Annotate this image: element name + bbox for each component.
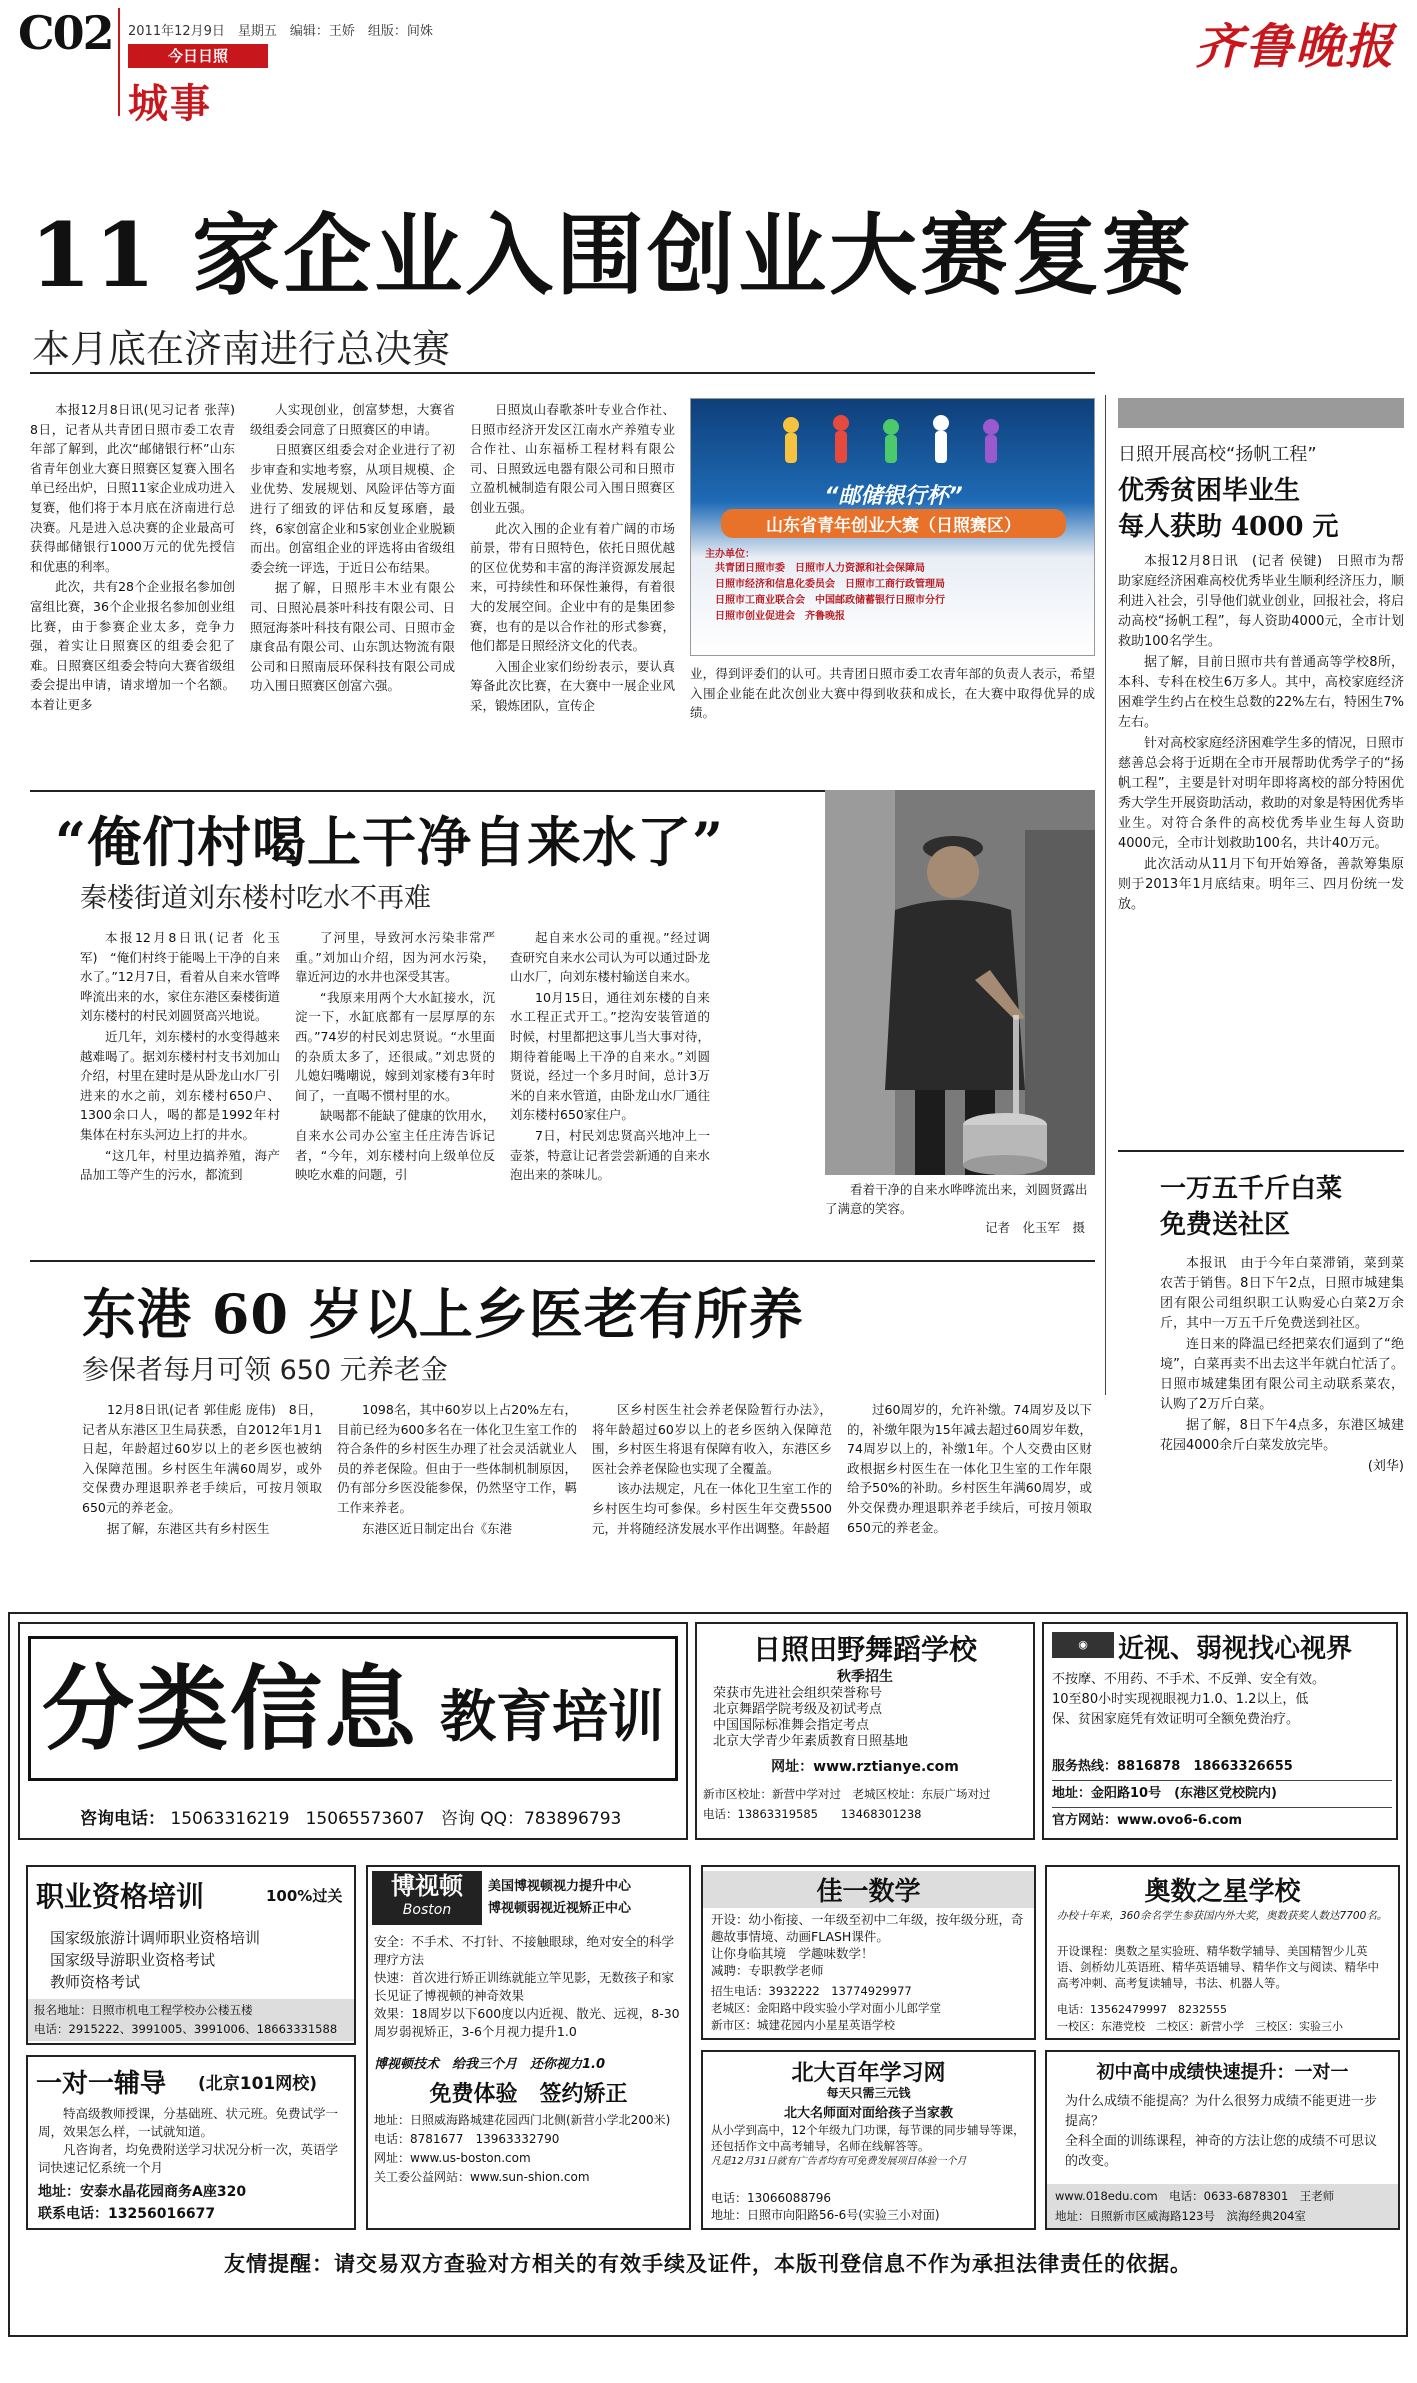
sidebar-divider	[1105, 395, 1106, 1395]
ad-title: 佳一数学	[703, 1871, 1034, 1908]
ad-lines	[711, 2122, 1029, 2170]
ad-line: 全科全面的训练课程，神奇的方法让您的成绩不可思议的改变。	[1065, 2134, 1378, 2169]
ad-line: 北京舞蹈学院考级及初试考点	[713, 1702, 883, 1717]
ad-subtitle: 秋季招生	[837, 1669, 893, 1685]
page-number: C02	[18, 6, 113, 60]
ad-tag: 100%过关	[266, 1887, 343, 1905]
sidebar-2-byline: (刘华)	[1367, 1459, 1404, 1474]
ad-phone: 电话：13863319585 13468301238	[703, 1807, 922, 1821]
paragraph: 据了解，日照彤丰木业有限公司、日照沁晨茶叶科技有限公司、日照冠海茶叶科技有限公司、日照市金康食品有限公司、山东凯达物流有限公司和日照南辰环保科技有限公司成功入围日照赛区创富六强。	[250, 580, 455, 694]
article-2-subheadline: 秦楼街道刘东楼村吃水不再难	[80, 883, 431, 914]
article-2-col-1	[80, 928, 280, 1273]
paragraph: 缺喝都不能缺了健康的饮用水，自来水公司办公室主任庄涛告诉记者，“今年，刘东楼村向上级单位反映吃水难的问题，引	[295, 1108, 496, 1183]
organizer-line: 日照市工商业联合会 中国邮政储蓄银行日照市分行	[715, 595, 945, 606]
ad-contact	[1047, 2184, 1398, 2228]
organizer-line: 共青团日照市委 日照市人力资源和社会保障局	[715, 563, 925, 574]
ad-contact	[374, 2111, 684, 2187]
ad-lines	[713, 1686, 1023, 1750]
article-2-photo-caption	[825, 1180, 1095, 1237]
sidebar-1-title-line-2: 每人获助 4000 元	[1118, 512, 1339, 542]
ad-contact	[38, 2181, 354, 2225]
paragraph: 该办法规定，凡在一体化卫生室工作的乡村医生均可参保。乡村医生年交费5500元，并将随经济发展水平作出调整。年龄超	[592, 1481, 832, 1536]
ad-line: 减聘：专职教学老师	[711, 1963, 824, 1978]
ad-phone: 电话：2915222、3991005、3991006、18663331588	[34, 2022, 338, 2036]
ad-website: 官方网站：www.ovo6-6.com	[1052, 1813, 1243, 1828]
ad-contact	[711, 2190, 1029, 2224]
ad-title: 博视顿	[391, 1872, 463, 1900]
article-3-col-1	[82, 1400, 322, 1585]
ad-one-on-one	[26, 2055, 356, 2230]
paragraph: 10月15日，通往刘东楼的自来水工程正式开工。”挖沟安装管道的时候，村里都把这事儿当大事对待，期待着能喝上干净的自来水。”刘圆贤说，经过一个多月时间，总计3万米的自来水管道，由卧龙山水厂通往刘东楼村650家住户。	[510, 989, 711, 1123]
paragraph: 针对高校家庭经济困难学生多的情况，日照市慈善总会将于近期在全市开展帮助优秀学子的“扬帆工程”，主要是针对明年即将离校的部分特困优秀大学生开展资助活动，救助的对象是特困优秀毕业生。对符合条件的高校优秀毕业生每人资助4000元，全市计划救助100名，共计40万元。	[1118, 736, 1405, 851]
paragraph: 据了解，目前日照市共有普通高等学校8所，本科、专科在校生6万多人。其中，高校家庭经济困难学生约占在校生总数的22%左右，特困生7%左右。	[1118, 655, 1404, 730]
paragraph: 1098名，其中60岁以上占20%左右，目前已经为600多名在一体化卫生室工作的符合条件的乡村医生办理了社会灵活就业人员的养老保险。但由于一些体制机制原因，仍有部分乡医没能参保，仍然坚守工作，羁工作来养老。	[337, 1402, 577, 1515]
paragraph: “我原来用两个大水缸接水，沉淀一下，水缸底都有一层厚厚的东西。”74岁的村民刘忠贤说。“水里面的杂质太多了，还很咸。”刘忠贤的儿媳妇嘴嘲说，嫁到刘家楼有3年时间了，一直喝不惯村里的水。	[295, 989, 495, 1103]
paragraph: 12月8日讯(记者 郭佳彪 庞伟) 8日，记者从东港区卫生局获悉，自2012年1月1日起，年龄超过60岁以上的老乡医也被纳入保障范围。乡村医生年满60周岁，或外交保费办理退职养老手续后，可按月领取650元的养老金。	[82, 1402, 322, 1515]
banner-qq: 咨询 QQ：783896793	[440, 1809, 622, 1829]
poster-organizers-label: 主办单位：	[705, 549, 755, 560]
ad-phone: 服务热线：8816878 18663326655	[1052, 1754, 1392, 1781]
ad-line: 国家级旅游计调师职业资格培训	[50, 1929, 261, 1947]
ad-vision-center	[1042, 1622, 1398, 1840]
section-title: 城事	[128, 80, 212, 127]
article-3-rule	[30, 1260, 1095, 1262]
ad-line: 10至80小时实现视眼视力1.0、1.2以上，低	[1052, 1692, 1309, 1707]
paragraph: 近几年，刘东楼村的水变得越来越难喝了。据刘东楼村村支书刘加山介绍，村里在建时是从卧龙山水厂引进来的水之前，刘东楼村650户、1300余口人，喝的都是1992年村集体在村东头河边上打的井水。	[80, 1028, 281, 1142]
ad-phone: 招生电话：3932222 13774929977	[711, 1984, 912, 1998]
ad-lines	[1065, 2092, 1381, 2172]
organizer-line: 日照市创业促进会 齐鲁晚报	[715, 611, 845, 622]
paragraph: 本报12月8日讯(见习记者 张萍) 8日，记者从共青团日照市委工农青年部了解到，此次“邮储银行杯”山东省青年创业大赛日照赛区复赛入围名单已经出炉，日照11家企业成功进入复赛，他们将于本月底在济南进行总决赛。凡是进入总决赛的企业最高可获得邮储银行1000万元的优先授信和优惠的利率。	[30, 402, 248, 574]
article-2-col-2	[295, 928, 495, 1273]
banner-sub-title: 教育培训	[440, 1684, 664, 1750]
sidebar-2-title-line-1: 一万五千斤白菜	[1160, 1174, 1343, 1204]
ad-lines	[50, 1927, 350, 1993]
ad-free-trial: 免费体验 签约矫正	[429, 2081, 628, 2107]
ad-lines	[1057, 1943, 1389, 1991]
ad-line: 为什么成绩不能提高？为什么很努力成绩不能更进一步提高？	[1065, 2094, 1378, 2129]
sidebar-1-title-line-1: 优秀贫困毕业生	[1118, 476, 1301, 506]
ad-contact	[1057, 2001, 1389, 2035]
article-2-col-3	[510, 928, 710, 1273]
banner-phone-2: 15065573607	[305, 1809, 425, 1829]
ad-tag-2: 博视顿弱视近视矫正中心	[488, 1901, 632, 1916]
ad-contact	[711, 1983, 1029, 2034]
ad-phone: 联系电话：13256016677	[38, 2206, 216, 2222]
ad-jiayi-math	[701, 1865, 1036, 2040]
photo-credit: 记者 化玉军 摄	[984, 1220, 1085, 1235]
paragraph: 日照岚山春歌茶叶专业合作社、日照市经济开发区江南水产养殖专业合作社、山东福桥工程材料有限公司、日照致远电器有限公司和日照市立盈机械制造有限公司入围日照赛区创业五强。	[470, 402, 675, 515]
article-1-rule	[30, 372, 1095, 374]
ad-address: 地址：日照威海路城建花园西门北侧(新营小学北200米)	[374, 2113, 671, 2127]
paragraph: 区乡村医生社会养老保险暂行办法》，将年龄超过60岁以上的老乡医纳入保障范围，乡村医生将退有保障有收入，东港区乡医社会养老保险也实现了全覆盖。	[592, 1402, 832, 1476]
ad-phone: 电话：13562479997 8232555	[1057, 2003, 1227, 2016]
ad-contact	[1052, 1754, 1392, 1834]
article-1-headline: 11 家企业入围创业大赛复赛	[30, 203, 1194, 307]
paragraph: 了河里，导致河水污染非常严重。”刘加山介绍，因为河水污染，靠近河边的水井也深受其害。	[295, 930, 495, 985]
ad-line: 荣获市先进社会组织荣誉称号	[713, 1686, 883, 1701]
sidebar-1-kicker: 日照开展高校“扬帆工程”	[1118, 444, 1317, 465]
paragraph: “这几年，村里边搞养殖，海产品加工等产生的污水，都流到	[80, 1147, 280, 1183]
ad-line: 北京大学青少年素质教育日照基地	[713, 1734, 909, 1749]
ad-line: 让你身临其境 学趣味数学！	[711, 1946, 874, 1961]
ad-tag-1: 美国博视顿视力提升中心	[488, 1879, 632, 1894]
ad-phone: 电话：8781677 13963332790	[374, 2132, 560, 2146]
legal-notice: 友情提醒：请交易双方查验对方相关的有效手续及证件，本版刊登信息不作为承担法律责任的依据。	[224, 2252, 1192, 2276]
article-1-col-4	[690, 664, 1095, 784]
ad-address: 新市区校址：新营中学对过 老城区校址：东辰广场对过	[703, 1787, 991, 1801]
ad-olympiad-school	[1045, 1865, 1400, 2040]
ad-line: 凡是12月31日就有广告者均有可免费发展项目体验一个月	[711, 2156, 967, 2167]
boston-logo	[372, 1871, 482, 1925]
ad-contact	[703, 1784, 1029, 1824]
ad-website: 网址：www.rztianye.com	[771, 1759, 959, 1775]
ad-address: 地址：日照市向阳路56-6号(实验三小对面)	[711, 2208, 940, 2222]
paragraph: 日照赛区组委会对企业进行了初步审查和实地考察，从项目规模、企业优势、发展规划、风险评估等方面进行了细致的评估和反复琢磨，最终，6家创富企业和5家创业企业脱颖而出。创富组企业的评选将由省级组委会统一评选，于近日公布结果。	[250, 442, 455, 575]
ad-headline-line: 北大名师面对面给孩子当家教	[783, 2106, 953, 2121]
contest-poster	[690, 398, 1095, 656]
sidebar-1-body	[1118, 552, 1404, 1132]
ad-dance-school	[695, 1622, 1035, 1840]
ad-address: 地址：日照新市区威海路123号 滨海经典204室	[1055, 2209, 1306, 2223]
ad-title-en: Boston	[402, 1902, 452, 1918]
vision-logo-icon: ◉	[1052, 1632, 1114, 1658]
ad-lines	[1052, 1670, 1392, 1730]
ad-website: www.018edu.com 电话：0633-6878301 王老师	[1055, 2189, 1335, 2203]
article-1-col-2	[250, 400, 455, 785]
ad-address: 地址：安泰水晶花园商务A座320	[38, 2184, 247, 2200]
edition-badge: 今日日照	[128, 44, 268, 68]
article-1-subheadline: 本月底在济南进行总决赛	[32, 327, 451, 371]
paragraph: 连日来的降温已经把菜农们逼到了“绝境”，白菜再卖不出去这半年就白忙活了。日照市城建集团有限公司主动联系菜农，认购了2万斤白菜。	[1160, 1337, 1404, 1412]
classified-banner	[18, 1622, 688, 1840]
ad-line: 中国国际标准舞会指定考点	[713, 1718, 870, 1733]
ad-phone: 电话：13066088796	[711, 2191, 831, 2205]
ad-boston-vision	[366, 1865, 691, 2230]
sidebar-2-body	[1160, 1254, 1404, 1554]
paragraph: 人实现创业，创富梦想，大赛省级组委会同意了日照赛区的申请。	[250, 402, 455, 437]
article-1-col-3	[470, 400, 675, 785]
ad-line: 效果：18周岁以下600度以内近视、散光、远视，8-30周岁弱视矫正，3-6个月视力提升1.0	[374, 2006, 680, 2039]
ad-peking-learning	[701, 2050, 1036, 2230]
paragraph: 起自来水公司的重视。”经过调查研究自来水公司认为可以通过卧龙山水厂，向刘东楼村输送自来水。	[510, 930, 711, 985]
paragraph: 据了解，8日下午4点多，东港区城建花园4000余斤白菜发放完毕。	[1160, 1418, 1404, 1453]
ad-address: 地址：金阳路10号 (东港区党校院内)	[1052, 1781, 1392, 1808]
ad-subtitle: (北京101网校)	[198, 2074, 318, 2094]
ad-line: 凡咨询者，均免费附送学习状况分析一次，英语学词快速记忆系统一个月	[38, 2142, 339, 2175]
ad-line: 不按摩、不用药、不手术、不反弹、安全有效。	[1052, 1672, 1326, 1687]
ad-line: 教师资格考试	[50, 1973, 141, 1991]
paragraph: 本报12月8日讯 (记者 侯键) 日照市为帮助家庭经济困难高校优秀毕业生顺利经济压力，顺利进入社会，引导他们就业创业，回报社会，将启动高校“扬帆工程”，每人资助4000元，全市计划救助100名学生。	[1118, 554, 1405, 649]
ad-address: 一校区：东港党校 二校区：新营小学 三校区：实验三小	[1057, 2020, 1343, 2033]
ad-slogan: 博视顿技术 给我三个月 还你视力1.0	[374, 2057, 606, 2072]
article-1-col-1	[30, 400, 248, 785]
ad-line: 安全：不手术、不打针、不接触眼球，绝对安全的科学理疗方法	[374, 1934, 675, 1967]
organizer-line: 日照市经济和信息化委员会 日照市工商行政管理局	[715, 579, 945, 590]
ad-title: 日照田野舞蹈学校	[752, 1633, 977, 1666]
sidebar-2-title-line-2: 免费送社区	[1160, 1210, 1291, 1240]
article-2-headline: “俺们村喝上干净自来水了”	[55, 810, 725, 874]
ad-line: 保、贫困家庭凭有效证明可全额免费治疗。	[1052, 1712, 1300, 1727]
ad-line: 国家级导游职业资格考试	[50, 1951, 216, 1969]
villager-figure-graphic	[825, 790, 1095, 1175]
ad-title: 职业资格培训	[36, 1880, 205, 1913]
ad-lines	[711, 1911, 1029, 1979]
paragraph: 东港区近日制定出台《东港	[362, 1520, 513, 1536]
poster-title: 山东省青年创业大赛（日照赛区）	[721, 509, 1066, 538]
ad-title: 一对一辅导	[36, 2069, 167, 2099]
paragraph: 本报讯 由于今年白菜滞销，菜到菜农苦于销售。8日下午2点，日照市城建集团有限公司组织职工认购爱心白菜2万余斤，其中一万五千斤免费送到社区。	[1160, 1256, 1404, 1331]
sidebar-2-rule	[1118, 1150, 1404, 1152]
paper-logo: 齐鲁晚报	[1194, 19, 1395, 75]
ad-line: 快速：首次进行矫正训练就能立竿见影，无数孩子和家长见证了博视顿的神奇效果	[374, 1970, 675, 2003]
article-3-col-2	[337, 1400, 577, 1585]
ad-lines	[374, 1933, 684, 2041]
ad-address: 老城区：金阳路中段实验小学对面小儿郎学堂	[711, 2001, 941, 2015]
page-header	[0, 0, 1417, 145]
page-date-line: 2011年12月9日 星期五 编辑：王娇 组版：间姝	[128, 24, 433, 39]
poster-slogan: “邮储银行杯”	[824, 484, 963, 509]
paragraph: 此次入围的企业有着广阔的市场前景，带有日照特色，依托日照优越的区位优势和丰富的海洋资源发展起来，可持续性和环保性兼得，有着很大的发展空间。企业中有的是集团参赛，也有的是以合作社的形式参赛，他们都是日照经济文化的代表。	[470, 520, 675, 654]
poster-figures-graphic	[761, 413, 1021, 483]
ad-tag: 办校十年来，360余名学生参获国内外大奖，奥数获奖人数达7700名。	[1057, 1910, 1388, 1922]
ad-website-2: 关工委公益网站：www.sun-shion.com	[374, 2170, 590, 2184]
ad-vocational-training	[26, 1865, 356, 2045]
ad-lines	[38, 2105, 348, 2177]
sidebar-1-top-bar	[1118, 398, 1404, 428]
article-2-photo	[825, 790, 1095, 1175]
poster-organizers	[715, 561, 945, 625]
ad-title: 近视、弱视找心视界	[1118, 1634, 1353, 1664]
paragraph: 过60周岁的，允许补缴。74周岁及以下的，补缴年限为15年减去超过60周岁年数，74周岁以上的，补缴1年。个人交费由区财政根据乡村医生在一体化卫生室的工作年限给予50%的补助。乡村医生年满60周岁，或外交保费办理退职养老手续后，可按月领取650元的养老金。	[847, 1402, 1092, 1535]
banner-main-title: 分类信息	[42, 1655, 419, 1763]
ad-subtitle: 每天只需三元钱	[826, 2086, 911, 2100]
banner-phone-1: 15063316219	[170, 1809, 290, 1829]
article-3-subheadline: 参保者每月可领 650 元养老金	[82, 1355, 448, 1386]
paragraph: 据了解，东港区共有乡村医生	[107, 1520, 270, 1536]
paragraph: 7日，村民刘忠贤高兴地冲上一壶茶，特意让记者尝尝新通的自来水泡出来的茶味儿。	[510, 1127, 711, 1183]
ad-line: 特高级教师授课，分基础班、状元班。免费试学一周，效果怎么样，一试就知道。	[38, 2106, 339, 2139]
ad-line: 开设：幼小衔接、一年级至初中二年级，按年级分班，奇趣故事情境、动画FLASH课件。	[711, 1912, 1024, 1944]
article-3-headline: 东港 60 岁以上乡医老有所养	[82, 1282, 804, 1346]
ad-title: 初中高中成绩快速提升：一对一	[1096, 2062, 1349, 2083]
banner-phone-label: 咨询电话：	[80, 1809, 165, 1829]
ad-address-2: 新市区：城建花园内小星星英语学校	[711, 2018, 895, 2032]
article-3-col-4	[847, 1400, 1092, 1585]
ad-title: 北大百年学习网	[791, 2060, 946, 2086]
paragraph: 本报12月8日讯(记者 化玉军) “俺们村终于能喝上干净的自来水了。”12月7日，看着从自来水管哗哗流出来的水，家住东港区秦楼街道刘东楼村的村民刘圆贤高兴地说。	[80, 930, 281, 1024]
paragraph: 此次活动从11月下旬开始筹备，善款筹集原则于2013年1月底结束。明年三、四月份统一发放。	[1118, 857, 1404, 912]
ad-line: 从小学到高中，12个年级九门功课，每节课的同步辅导等课，还包括作文中高考辅导，名师在线解答等。	[711, 2123, 1025, 2153]
article-3-col-3	[592, 1400, 832, 1585]
ad-title: 奥数之星学校	[1144, 1877, 1301, 1907]
ad-grade-boost	[1045, 2050, 1400, 2230]
ad-address: 报名地址：日照市机电工程学校办公楼五楼	[34, 2003, 253, 2017]
ad-line: 开设课程：奥数之星实验班、精华数学辅导、美国精智少儿英语、剑桥幼儿英语班、精华英语辅导、精华作文与阅读、精华中高考冲刺、高考复读辅导，书法、机器人等。	[1057, 1944, 1379, 1990]
ad-contact	[28, 1999, 354, 2041]
banner-contact	[80, 1804, 621, 1829]
header-divider	[118, 8, 120, 116]
caption-text: 看着干净的自来水哗哗流出来，刘圆贤露出了满意的笑容。	[825, 1182, 1088, 1216]
ad-website: 网址：www.us-boston.com	[374, 2151, 531, 2165]
paragraph: 入围企业家们纷纷表示，要认真筹备此次比赛，在大赛中一展企业风采，锻炼团队，宣传企	[470, 658, 675, 713]
paragraph: 业，得到评委们的认可。共青团日照市委工农青年部的负责人表示，希望入围企业能在此次创业大赛中得到收获和成长，在大赛中取得优异的成绩。	[690, 666, 1095, 721]
paragraph: 此次，共有28个企业报名参加创富组比赛，36个企业报名参加创业组比赛，由于参赛企业太多，竞争力强，着实让日照赛区的组委会犯了难。日照赛区组委会特向大赛省级组委会提出申请，请求增加一个名额。本着让更多	[30, 579, 235, 712]
